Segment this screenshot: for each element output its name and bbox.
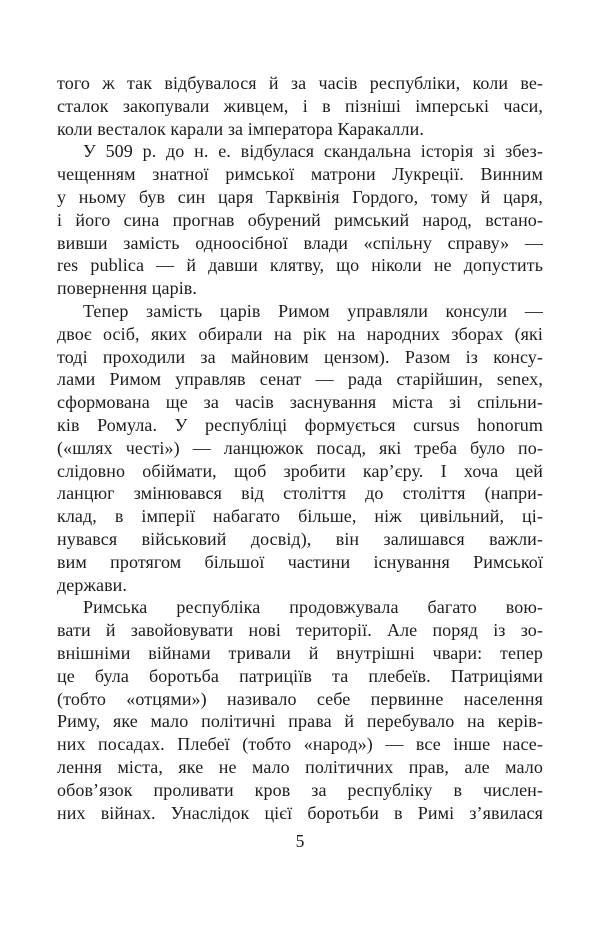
text-line: лами Римом управляв сенат — рада старійшин, senex, [57, 369, 543, 390]
text-line: У 509 р. до н. е. відбулася скандальна історія зі збез- [83, 141, 543, 162]
page-text [57, 72, 543, 824]
text-line: вим протягом більшої частини існування Римської [57, 551, 543, 572]
page-number: 5 [295, 831, 305, 851]
text-line: обов’язок проливати кров за республіку в числен- [57, 779, 543, 800]
text-line: Риму, яке мало політичні права й перебувало на керів- [57, 711, 543, 732]
text-line: це була боротьба патриціїв та плебеїв. Патриціями [57, 665, 543, 686]
text-line: Тепер замість царів Римом управляли консули — [83, 300, 543, 321]
text-line: держави. [57, 574, 128, 595]
text-line: вивши замість одноосібної влади «спільну справу» — [57, 232, 543, 253]
text-line: них війнах. Унаслідок цієї боротьби в Римі з’явилася [57, 802, 543, 823]
text-line: Римська республіка продовжувала багато вою- [83, 597, 543, 618]
text-line: сталок закопували живцем, і в пізніші імперські часи, [57, 95, 543, 116]
text-line: тоді проходили за майновим цензом). Разом із консу- [57, 346, 543, 367]
text-line: нувався військовий досвід), він залишався важли- [57, 528, 543, 549]
text-line: і його сина прогнав обурений римський народ, встано- [57, 209, 543, 230]
text-line: того ж так відбувалося й за часів республіки, коли ве- [57, 73, 543, 93]
text-line: ків Ромула. У республіці формується cursus honorum [57, 414, 543, 435]
text-line: (тобто «отцями») називало себе первинне населення [57, 688, 543, 709]
text-line: вати й завойовувати нові території. Але поряд із зо- [57, 620, 543, 641]
text-line: повернення царів. [57, 278, 198, 299]
text-line: слідовно обіймати, щоб зробити кар’єру. І хоча цей [57, 460, 543, 481]
text-line: коли весталок карали за імператора Каракалли. [57, 118, 424, 139]
text-line: сформована ще за часів заснування міста зі спільни- [57, 392, 543, 413]
text-line: («шлях честі») — ланцюжок посад, які треба було по- [57, 437, 543, 458]
text-line: чещенням знатної римської матрони Лукреції. Винним [57, 164, 543, 185]
text-line: лення міста, яке не мало політичних прав, але мало [57, 756, 543, 777]
text-line: внішніми війнами тривали й внутрішні чвари: тепер [57, 642, 543, 663]
text-line: ланцюг змінювався від століття до століття (напри- [57, 483, 543, 504]
text-line: у ньому був син царя Тарквінія Гордого, тому й царя, [57, 186, 543, 207]
text-line: res publica — й давши клятву, що ніколи не допустить [57, 255, 543, 276]
text-line: них посадах. Плебеї (тобто «народ») — все інше насе- [57, 734, 543, 755]
text-line: клад, в імперії набагато більше, ніж цивільний, ці- [57, 506, 543, 527]
text-line: двоє осіб, яких обирали на рік на народних зборах (які [57, 323, 543, 344]
